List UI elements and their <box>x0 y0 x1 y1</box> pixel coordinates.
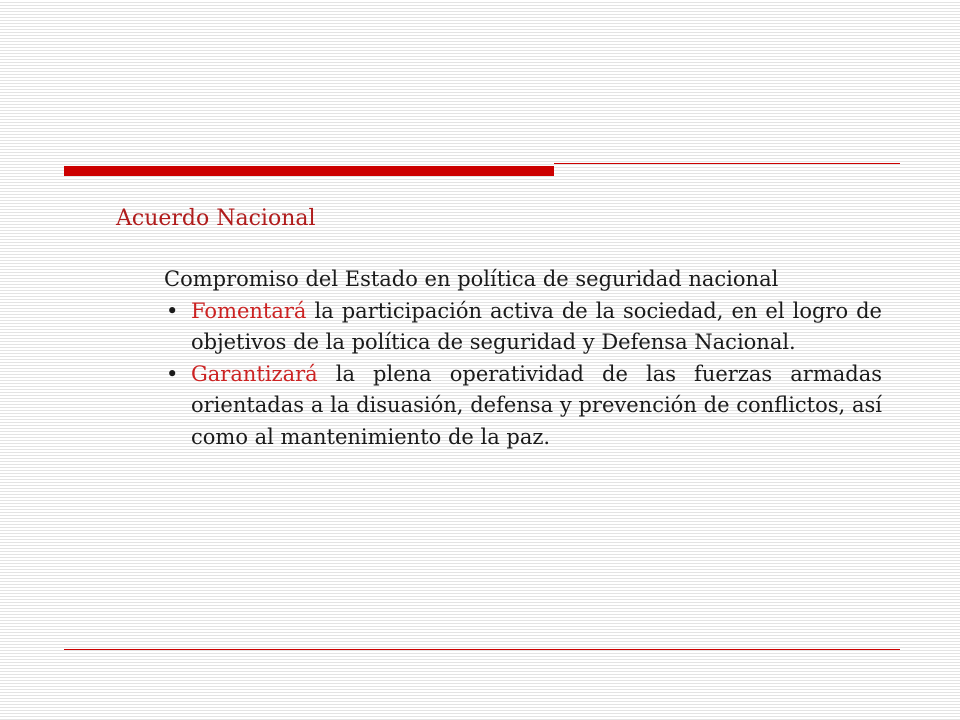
slide-subtitle: Compromiso del Estado en política de seguridad nacional <box>164 267 779 291</box>
bottom-rule <box>64 649 900 650</box>
slide-title: Acuerdo Nacional <box>116 206 316 231</box>
bullet-dot-icon: • <box>166 361 179 386</box>
slide-content <box>164 264 882 453</box>
top-rule <box>554 163 900 164</box>
accent-bar <box>64 166 554 176</box>
bullet-text: la plena operatividad de las fuerzas armadas orientadas a la disuasión, defensa y prevención de conflictos, así como al mantenimiento de la paz. <box>191 361 882 449</box>
bullet-item <box>164 359 882 454</box>
bullet-text: la participación activa de la sociedad, en el logro de objetivos de la política de seguridad y Defensa Nacional. <box>191 298 882 354</box>
bullet-item <box>164 296 882 359</box>
bullet-highlight: Garantizará <box>191 361 318 386</box>
bullet-dot-icon: • <box>166 298 179 323</box>
bullet-highlight: Fomentará <box>191 298 307 323</box>
